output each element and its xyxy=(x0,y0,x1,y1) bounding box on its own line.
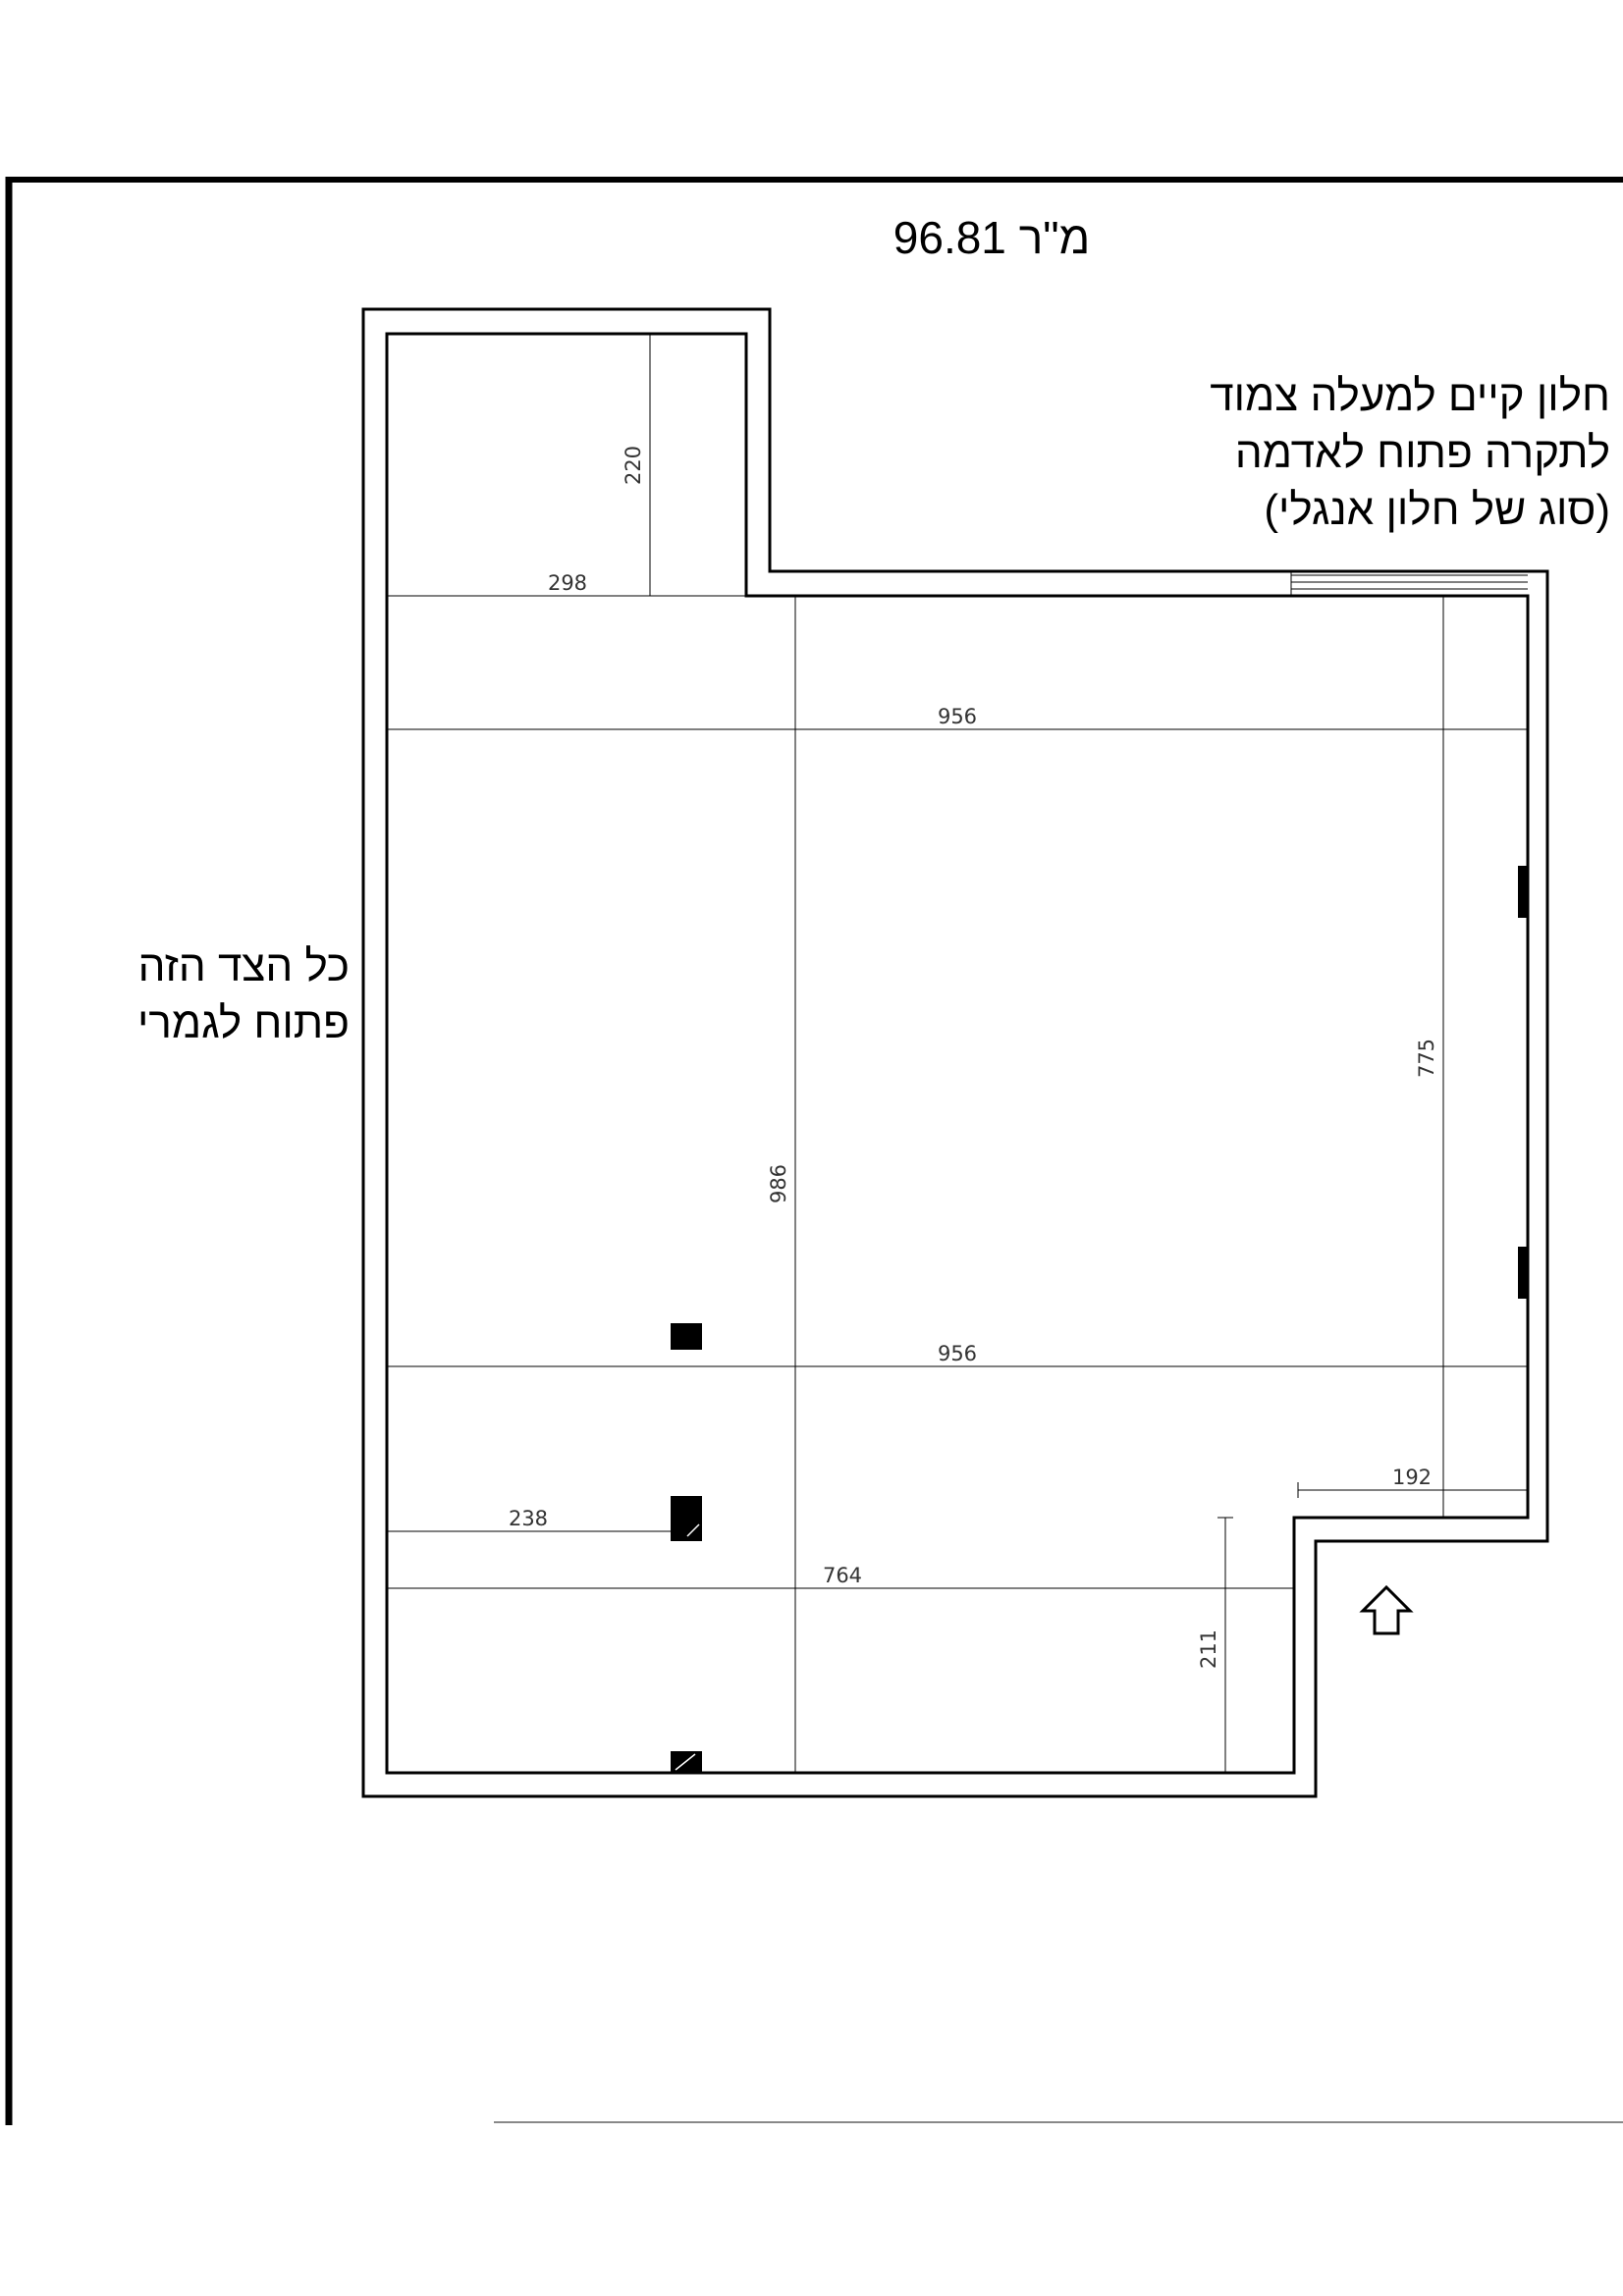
existing-window xyxy=(1291,571,1528,596)
dim-main-width-lower: 956 xyxy=(937,1342,978,1365)
dim-right-notch: 192 xyxy=(1391,1466,1433,1489)
column-1 xyxy=(671,1323,702,1350)
dim-bottom-width: 764 xyxy=(822,1564,863,1587)
dim-main-height: 986 xyxy=(767,1163,790,1204)
dim-top-room-width: 298 xyxy=(547,571,588,595)
open-side-note xyxy=(79,938,350,1052)
entrance-arrow-icon xyxy=(1363,1587,1410,1633)
dimension-lines xyxy=(387,334,1528,1773)
dim-column-offset: 238 xyxy=(508,1507,549,1530)
wall-opening-lower xyxy=(1518,1247,1528,1299)
dim-right-height: 775 xyxy=(1415,1038,1438,1079)
wall-opening-upper xyxy=(1518,866,1528,918)
dim-main-width-upper: 956 xyxy=(937,705,978,728)
dim-bottom-notch-height: 211 xyxy=(1197,1629,1220,1670)
window-note-line: (סוג של חלון אנגלי) xyxy=(1264,486,1610,535)
area-label: 96.81 מ"ר xyxy=(893,212,1091,263)
dim-top-room-height: 220 xyxy=(622,445,645,486)
window-note-line: לתקרה פתוח לאדמה xyxy=(1234,429,1610,478)
column-2 xyxy=(671,1496,702,1541)
open-side-note-line: כל הצד הזה xyxy=(137,942,350,990)
inner-wall xyxy=(387,334,1528,1773)
window-note xyxy=(1129,368,1610,539)
open-side-note-line: פתוח לגמרי xyxy=(136,999,350,1048)
window-note-line: חלון קיים למעלה צמוד xyxy=(1210,372,1610,420)
